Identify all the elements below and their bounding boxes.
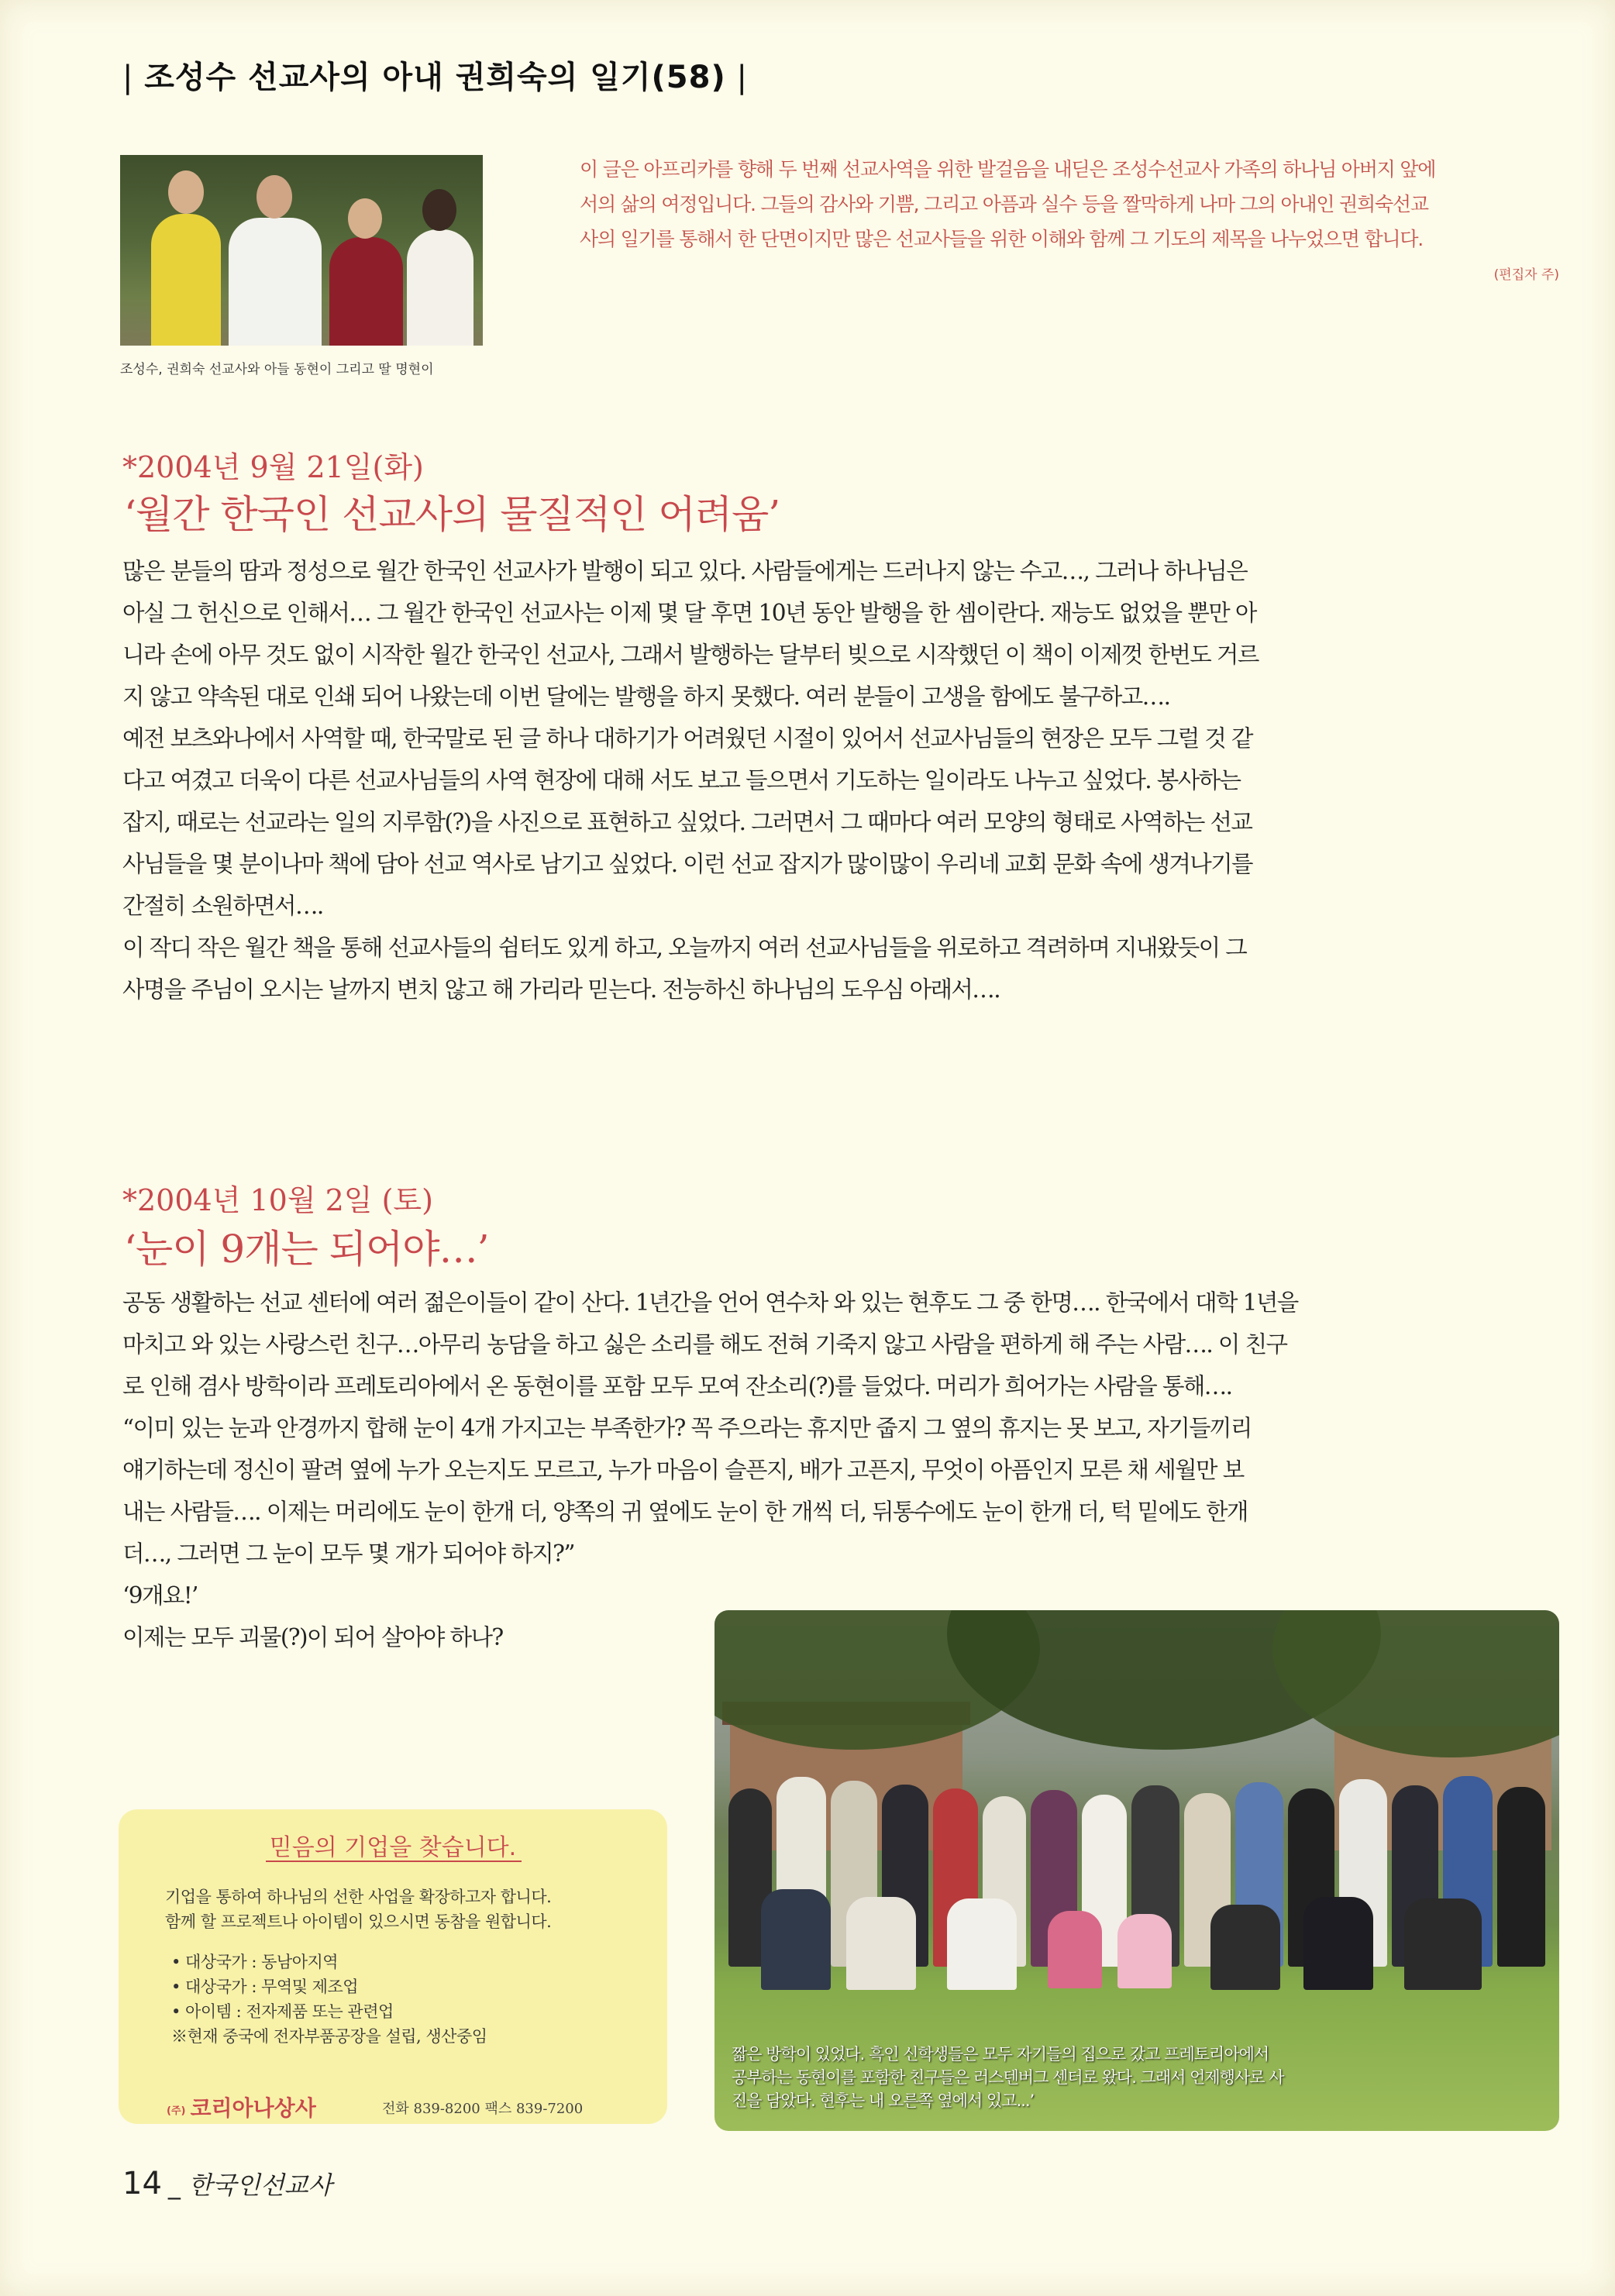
- caption-line: 짧은 방학이 있었다. 흑인 신학생들은 모두 자기들의 집으로 갔고 프레토리아에서: [732, 2045, 1269, 2064]
- caption-line: 진을 담았다. 현후는 내 오른쪽 옆에서 있고...’: [732, 2091, 1035, 2110]
- body-line: 마치고 와 있는 사랑스런 친구…아무리 농담을 하고 싫은 소리를 해도 전혀 기죽지 않고 사람을 편하게 해 주는 사람…. 이 친구: [122, 1331, 1287, 1358]
- ad-bullet: • 대상국가 : 무역및 제조업: [171, 1978, 359, 1996]
- company-phone: 전화 839-8200 팩스 839-7200: [382, 2101, 584, 2117]
- entry-body: [122, 1282, 1298, 1658]
- ad-line: 기업을 통하여 하나님의 선한 사업을 확장하고자 합니다.: [165, 1888, 552, 1906]
- family-photo: [120, 155, 483, 346]
- entry-date: *2004년 9월 21일(화): [122, 450, 424, 484]
- body-line: “이미 있는 눈과 안경까지 합해 눈이 4개 가지고는 부족한가? 꼭 주으라는 휴지만 줍지 그 옆의 휴지는 못 보고, 자기들끼리: [122, 1415, 1252, 1441]
- group-photo: [715, 1610, 1559, 2131]
- page-folio: [122, 2166, 332, 2201]
- ad-bullet: • 대상국가 : 동남아지역: [171, 1953, 339, 1971]
- body-line: 많은 분들의 땀과 정성으로 월간 한국인 선교사가 발행이 되고 있다. 사람들에게는 드러나지 않는 수고…, 그러나 하나님은: [122, 558, 1248, 584]
- entry-date: *2004년 10월 2일 (토): [122, 1183, 433, 1217]
- intro-line: 서의 삶의 여정입니다. 그들의 감사와 기쁨, 그리고 아픔과 실수 등을 짤막하게 나마 그의 아내인 권희숙선교: [580, 193, 1428, 215]
- page-number: 14: [122, 2166, 162, 2201]
- body-line: 공동 생활하는 선교 센터에 여러 젊은이들이 같이 산다. 1년간을 언어 연수차 와 있는 현후도 그 중 한명…. 한국에서 대학 1년을: [122, 1289, 1298, 1316]
- company-ad: [119, 1809, 667, 2124]
- family-photo-caption: 조성수, 권희숙 선교사와 아들 동현이 그리고 딸 명현이: [120, 362, 434, 377]
- body-line: 사님들을 몇 분이나마 책에 담아 선교 역사로 남기고 싶었다. 이런 선교 잡지가 많이많이 우리네 교회 문화 속에 생겨나기를: [122, 851, 1252, 877]
- editor-intro: [580, 152, 1561, 256]
- company-prefix: (주): [167, 2105, 186, 2117]
- magazine-name: _ 한국인선교사: [167, 2170, 332, 2200]
- ad-bullet: ※현재 중국에 전자부품공장을 설립, 생산중임: [171, 2027, 487, 2046]
- entry-title: ‘월간 한국인 선교사의 물질적인 어려움’: [124, 492, 780, 537]
- intro-line: 이 글은 아프리카를 향해 두 번째 선교사역을 위한 발걸음을 내딛은 조성수선교사 가족의 하나님 아버지 앞에: [580, 158, 1436, 181]
- body-line: 니라 손에 아무 것도 없이 시작한 월간 한국인 선교사, 그래서 발행하는 달부터 빚으로 시작했던 이 책이 이제껏 한번도 거르: [122, 642, 1259, 668]
- ad-line: 함께 할 프로젝트나 아이템이 있으시면 동참을 원합니다.: [165, 1912, 552, 1931]
- body-line: 지 않고 약속된 대로 인쇄 되어 나왔는데 이번 달에는 발행을 하지 못했다. 여러 분들이 고생을 함에도 불구하고….: [122, 683, 1170, 710]
- series-title: | 조성수 선교사의 아내 권희숙의 일기(58) |: [122, 60, 748, 95]
- ad-title: 믿음의 기업을 찾습니다.: [269, 1834, 517, 1861]
- body-line: 이제는 모두 괴물(?)이 되어 살아야 하나?: [122, 1624, 503, 1651]
- body-line: ‘9개요!’: [122, 1582, 198, 1609]
- body-line: 예전 보츠와나에서 사역할 때, 한국말로 된 글 하나 대하기가 어려웠던 시절이 있어서 선교사님들의 현장은 모두 그럴 것 같: [122, 725, 1252, 752]
- body-line: 내는 사람들…. 이제는 머리에도 눈이 한개 더, 양쪽의 귀 옆에도 눈이 한 개씩 더, 뒤통수에도 눈이 한개 더, 턱 밑에도 한개: [122, 1499, 1248, 1525]
- body-line: 잡지, 때로는 선교라는 일의 지루함(?)을 사진으로 표현하고 싶었다. 그러면서 그 때마다 여러 모양의 형태로 사역하는 선교: [122, 809, 1252, 835]
- entry-body: [122, 550, 1259, 1010]
- company-name: 코리아나상사: [190, 2095, 316, 2121]
- body-line: 간절히 소원하면서….: [122, 893, 323, 919]
- intro-line: 사의 일기를 통해서 한 단면이지만 많은 선교사들을 위한 이해와 함께 그 기도의 제목을 나누었으면 합니다.: [580, 228, 1424, 250]
- ad-title-underline: [266, 1861, 522, 1862]
- body-line: 사명을 주님이 오시는 날까지 변치 않고 해 가리라 믿는다. 전능하신 하나님의 도우심 아래서….: [122, 976, 1000, 1003]
- body-line: 다고 여겼고 더욱이 다른 선교사님들의 사역 현장에 대해 서도 보고 들으면서 기도하는 일이라도 나누고 싶었다. 봉사하는: [122, 767, 1241, 793]
- body-line: 로 인해 겸사 방학이라 프레토리아에서 온 동현이를 포함 모두 모여 잔소리(?)를 들었다. 머리가 희어가는 사람을 통해….: [122, 1373, 1232, 1399]
- editor-note: (편집자 주): [1493, 267, 1559, 283]
- body-line: 이 작디 작은 월간 책을 통해 선교사들의 쉼터도 있게 하고, 오늘까지 여러 선교사님들을 위로하고 격려하며 지내왔듯이 그: [122, 935, 1247, 961]
- entry-title: ‘눈이 9개는 되어야…’: [124, 1227, 489, 1272]
- body-line: 얘기하는데 정신이 팔려 옆에 누가 오는지도 모르고, 누가 마음이 슬픈지, 배가 고픈지, 무엇이 아픔인지 모른 채 세월만 보: [122, 1457, 1244, 1483]
- caption-line: 공부하는 동현이를 포함한 친구들은 러스텐버그 센터로 왔다. 그래서 언제행사로 사: [732, 2068, 1284, 2087]
- body-line: 더…, 그러면 그 눈이 모두 몇 개가 되어야 하지?”: [122, 1540, 574, 1567]
- group-photo-caption: [732, 2043, 1321, 2112]
- ad-bullet: • 아이템 : 전자제품 또는 관련업: [171, 2002, 394, 2021]
- company-logo: [167, 2091, 316, 2122]
- body-line: 아실 그 헌신으로 인해서… 그 월간 한국인 선교사는 이제 몇 달 후면 10년 동안 발행을 한 셈이란다. 재능도 없었을 뿐만 아: [122, 600, 1256, 626]
